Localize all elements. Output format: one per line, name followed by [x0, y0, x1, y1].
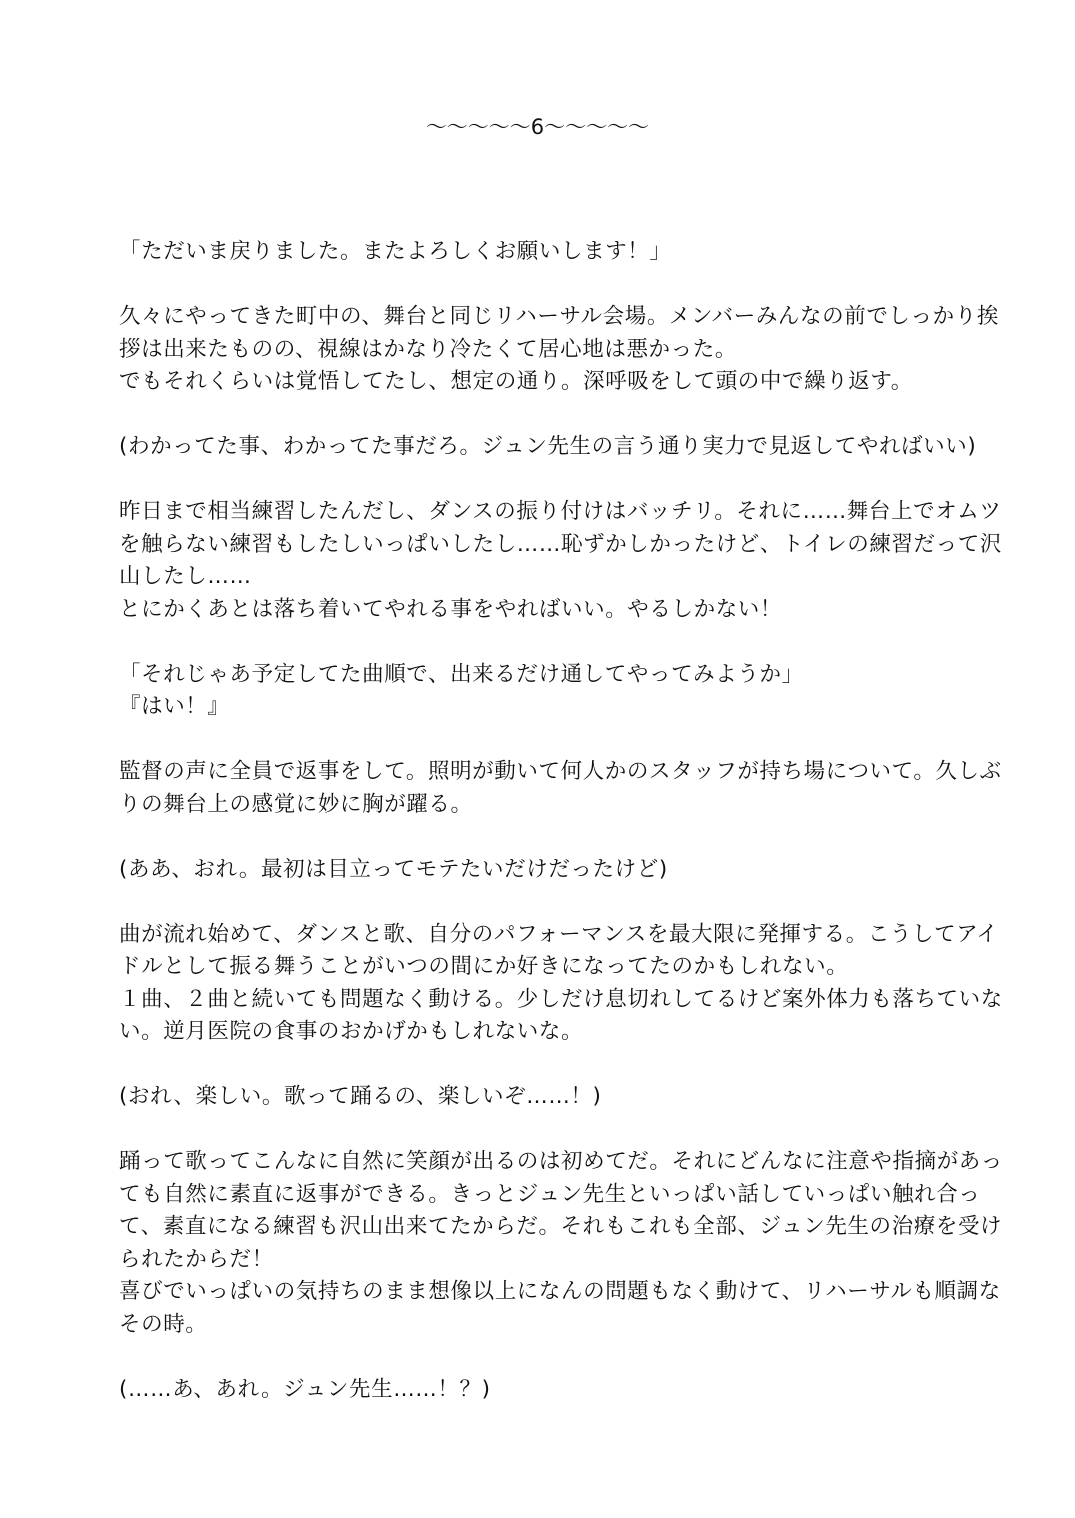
text-line: 踊って歌ってこんなに自然に笑顔が出るのは初めてだ。それにどんなに注意や指摘があっ	[119, 1149, 1003, 1174]
text-line: 「ただいま戻りました。またよろしくお願いします！」	[119, 239, 672, 264]
story-body	[119, 236, 1003, 1439]
text-line: を触らない練習もしたしいっぱいしたし……恥ずかしかったけど、トイレの練習だって沢	[119, 531, 1002, 557]
paragraph	[119, 1146, 1003, 1341]
text-line: りの舞台上の感覚に妙に胸が躍る。	[119, 791, 473, 817]
text-line: でもそれくらいは覚悟してたし、想定の通り。深呼吸をして頭の中で繰り返す。	[119, 369, 913, 394]
text-line: ドルとして振る舞うことがいつの間にか好きになってたのかもしれない。	[119, 954, 849, 979]
text-line: い。逆月医院の食事のおかげかもしれないな。	[119, 1019, 584, 1044]
paragraph	[119, 919, 1003, 1049]
text-line: られたからだ！	[119, 1246, 274, 1272]
chapter-heading: 〜〜〜〜〜6〜〜〜〜〜	[425, 115, 650, 139]
text-line: １曲、２曲と続いても問題なく動ける。少しだけ息切れしてるけど案外体力も落ちていな	[119, 986, 1003, 1012]
text-line: 拶は出来たものの、視線はかなり冷たくて居心地は悪かった。	[119, 336, 737, 362]
text-line: 昨日まで相当練習したんだし、ダンスの振り付けはバッチリ。それに……舞台上でオムツ	[119, 499, 1002, 524]
paragraph	[119, 301, 999, 399]
text-line: て、素直になる練習も沢山出来てたからだ。それもこれも全部、ジュン先生の治療を受け	[119, 1214, 1003, 1239]
text-line: 監督の声に全員で返事をして。照明が動いて何人かのスタッフが持ち場について。久しぶ	[119, 759, 1002, 784]
paragraph	[119, 236, 959, 269]
text-line: (……あ、あれ。ジュン先生……！？)	[119, 1376, 491, 1402]
paragraph	[119, 1374, 959, 1407]
text-line: 山したし……	[119, 564, 252, 589]
text-line: とにかくあとは落ち着いてやれる事をやればいい。やるしかない！	[119, 596, 783, 622]
text-line: 『はい！』	[119, 694, 230, 719]
text-line: 久々にやってきた町中の、舞台と同じリハーサル会場。メンバーみんなの前でしっかり挨	[119, 304, 999, 329]
paragraph	[119, 854, 959, 887]
text-line: (おれ、楽しい。歌って踊るの、楽しいぞ……！)	[119, 1084, 602, 1109]
text-line: 「それじゃあ予定してた曲順で、出来るだけ通してやってみようか」	[119, 661, 804, 687]
paragraph	[119, 659, 959, 724]
text-line: (わかってた事、わかってた事だろ。ジュン先生の言う通り実力で見返してやればいい)	[119, 434, 977, 459]
paragraph	[119, 496, 1002, 626]
text-line: ても自然に素直に返事ができる。きっとジュン先生といっぱい話していっぱい触れ合っ	[119, 1181, 981, 1207]
text-line: 曲が流れ始めて、ダンスと歌、自分のパフォーマンスを最大限に発揮する。こうしてアイ	[119, 921, 999, 947]
text-line: 喜びでいっぱいの気持ちのまま想像以上になんの問題もなく動けて、リハーサルも順調な	[119, 1279, 1001, 1304]
paragraph	[119, 756, 1002, 821]
text-line: (ああ、おれ。最初は目立ってモテたいだけだったけど)	[119, 856, 668, 882]
paragraph	[119, 431, 977, 464]
text-line: その時。	[119, 1311, 208, 1337]
paragraph	[119, 1081, 959, 1114]
